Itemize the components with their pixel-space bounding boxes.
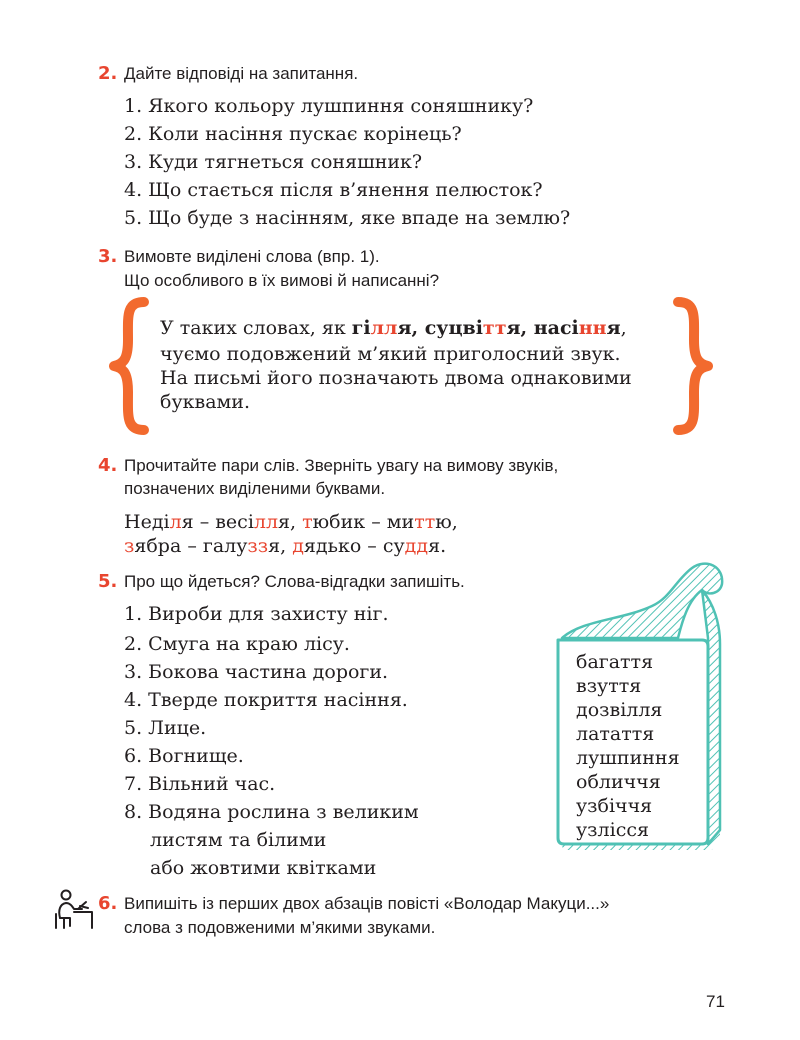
- right-brace-icon: [672, 296, 714, 436]
- rule-line-4: буквами.: [160, 391, 250, 413]
- task-2-title: Дайте відповіді на запитання.: [124, 64, 359, 83]
- rule-line-3: На письмі його позначають двома однаковими: [160, 367, 632, 389]
- task-4-number: 4.: [98, 455, 118, 476]
- task-2-question-5: 5. Що буде з насінням, яке впаде на землю?: [124, 207, 571, 229]
- word-pairs-line-2: зябра – галуззя, дядько – суддя.: [124, 535, 447, 557]
- word-list-item: узлісся: [576, 819, 649, 841]
- task-2-question-1: 1. Якого кольору лушпиння соняшнику?: [124, 95, 534, 117]
- rule-line-2: чуємо подовжений м’який приголосний звук.: [160, 343, 621, 365]
- task-4-line-2: позначених виділеними буквами.: [124, 479, 386, 498]
- task-5-item-2: 2. Смуга на краю лісу.: [124, 633, 350, 655]
- word-list-item: лушпиння: [576, 747, 680, 769]
- task-6-line-2: слова з подовженими м’якими звуками.: [124, 918, 436, 937]
- page-number: 71: [706, 992, 725, 1011]
- task-5-item-6: 6. Вогнище.: [124, 745, 244, 767]
- task-6-number: 6.: [98, 893, 118, 914]
- word-list-item: взуття: [576, 675, 642, 697]
- word-pairs-line-1: Неділя – весілля, тюбик – миттю,: [124, 511, 458, 533]
- word-list-item: дозвілля: [576, 699, 663, 721]
- task-3-line-1: Вимовте виділені слова (впр. 1).: [124, 247, 380, 266]
- task-4-line-1: Прочитайте пари слів. Зверніть увагу на вимову звуків,: [124, 456, 559, 475]
- task-5-item-5: 5. Лице.: [124, 717, 207, 739]
- task-2-question-2: 2. Коли насіння пускає корінець?: [124, 123, 462, 145]
- task-5-item-7: 7. Вільний час.: [124, 773, 276, 795]
- task-3-number: 3.: [98, 246, 118, 267]
- task-5-item-8-continued-1: листям та білими: [150, 829, 327, 851]
- task-6-line-1: Випишіть із перших двох абзаців повісті «Володар Макуци...»: [124, 894, 610, 913]
- left-brace-icon: [108, 296, 150, 436]
- writing-at-desk-icon: [52, 888, 96, 932]
- task-2-question-3: 3. Куди тягнеться соняшник?: [124, 151, 423, 173]
- task-5-title: Про що йдеться? Слова-відгадки запишіть.: [124, 572, 465, 591]
- task-5-item-4: 4. Тверде покриття насіння.: [124, 689, 408, 711]
- task-2-question-4: 4. Що стається після в’янення пелюсток?: [124, 179, 543, 201]
- task-5-number: 5.: [98, 571, 118, 592]
- word-list: [576, 650, 680, 842]
- word-list-item: обличчя: [576, 771, 661, 793]
- task-5-item-3: 3. Бокова частина дороги.: [124, 661, 389, 683]
- word-list-item: латаття: [576, 723, 655, 745]
- task-5-item-8: 8. Водяна рослина з великим: [124, 801, 419, 823]
- task-3-line-2: Що особливого в їх вимові й написанні?: [124, 271, 440, 290]
- word-list-item: багаття: [576, 651, 654, 673]
- rule-line-1: У таких словах, як гілля, суцвіття, насіння,: [160, 317, 627, 339]
- word-list-item: узбіччя: [576, 795, 653, 817]
- task-5-item-1: 1. Вироби для захисту ніг.: [124, 603, 389, 625]
- task-2-number: 2.: [98, 63, 118, 84]
- task-5-item-8-continued-2: або жовтими квітками: [150, 857, 377, 879]
